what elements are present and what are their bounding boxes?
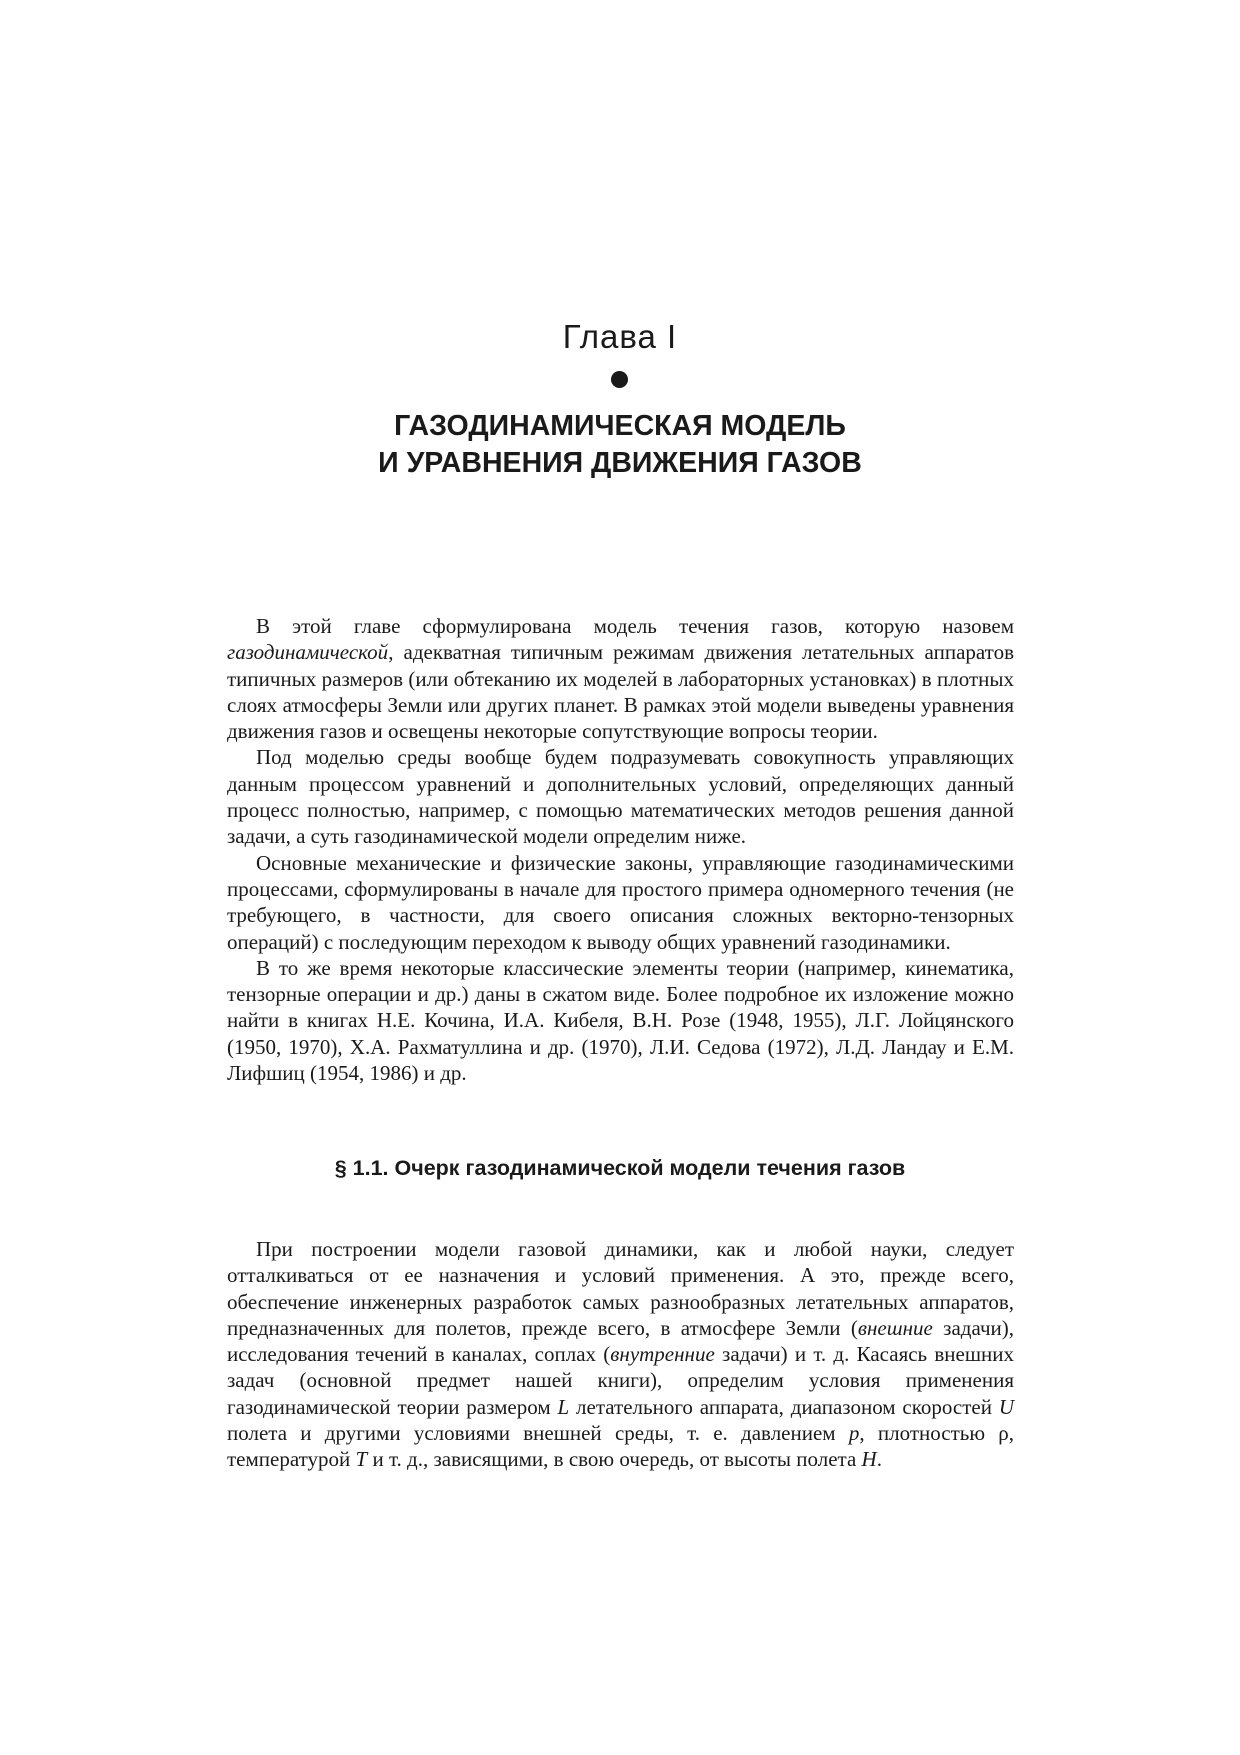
bullet-separator	[611, 371, 628, 388]
chapter-title-line-1: ГАЗОДИНАМИЧЕСКАЯ МОДЕЛЬ	[394, 410, 846, 442]
intro-p1-text-a: В этой главе сформулирована модель течения газов, которую назовем	[256, 614, 1014, 638]
section-heading: § 1.1. Очерк газодинамической модели течения газов	[334, 1156, 906, 1180]
section-text-8: .	[876, 1447, 882, 1472]
section-text-3: задачи) и т. д. Касаясь внешних задач (основной предмет нашей книги), определим условия применения газодинамической теории размером	[227, 1342, 1014, 1419]
section-text-4: летательного аппарата, диапазоном скоростей	[569, 1394, 999, 1419]
intro-text	[227, 613, 1014, 1086]
intro-p1-emphasis: газодинамической	[227, 640, 389, 665]
section-text-6: , плотностью ρ, температурой	[227, 1421, 1015, 1472]
chapter-label: Глава I	[562, 318, 678, 355]
variable-H: H	[861, 1447, 877, 1472]
intro-paragraph-4: В то же время некоторые классические элементы теории (например, кинематика, тензорные операции и др.) даны в сжатом виде. Более подробное их изложение можно найти в книгах Н.Е. Кочина, И.А. Кибеля, В.Н. Розе (1948, 1955), Л.Г. Лойцянского (1950, 1970), Х.А. Рахматуллина и др. (1970), Л.И. Седова (1972), Л.Д. Ландау и Е.М. Лифшиц (1954, 1986) и др.	[227, 955, 1014, 1086]
variable-L: L	[557, 1394, 570, 1419]
chapter-title	[0, 408, 1240, 482]
section-text-5: полета и другими условиями внешней среды, т. е. давлением	[227, 1421, 849, 1446]
section-emphasis-internal: внутренние	[610, 1342, 715, 1367]
section-text-2: задачи), исследования течений в каналах, соплах (	[227, 1315, 1014, 1367]
section-body	[227, 1236, 1014, 1473]
variable-T: T	[355, 1447, 368, 1472]
variable-U: U	[998, 1394, 1015, 1419]
intro-paragraph-1	[227, 613, 1014, 744]
variable-p: p	[848, 1421, 860, 1446]
section-paragraph-1	[227, 1236, 1014, 1473]
chapter-title-line-2: И УРАВНЕНИЯ ДВИЖЕНИЯ ГАЗОВ	[378, 447, 862, 479]
section-emphasis-external: внешние	[857, 1315, 933, 1340]
section-text-7: и т. д., зависящими, в свою очередь, от высоты полета	[367, 1447, 862, 1472]
section-text-1: При построении модели газовой динамики, как и любой науки, следует отталкиваться от ее назначения и условий применения. А это, прежде всего, обеспечение инженерных разработок самых разнообразных летательных аппаратов, предназначенных для полетов, прежде всего, в атмосфере Земли (	[227, 1237, 1014, 1340]
intro-paragraph-3: Основные механические и физические законы, управляющие газодинамическими процессами, сформулированы в начале для простого примера одномерного течения (не требующего, в частности, для своего описания сложных векторно-тензорных операций) с последующим переходом к выводу общих уравнений газодинамики.	[227, 850, 1014, 954]
intro-paragraph-2: Под моделью среды вообще будем подразумевать совокупность управляющих данным процессом уравнений и дополнительных условий, определяющих данный процесс полностью, например, с помощью математических методов решения данной задачи, а суть газодинамической модели определим ниже.	[227, 745, 1014, 849]
intro-p1-text-b: , адекватная типичным режимам движения летательных аппаратов типичных размеров (или обтеканию их моделей в лабораторных установках) в плотных слоях атмосферы Земли или других планет. В рамках этой модели выведены уравнения движения газов и освещены некоторые сопутствующие вопросы теории.	[227, 640, 1014, 744]
